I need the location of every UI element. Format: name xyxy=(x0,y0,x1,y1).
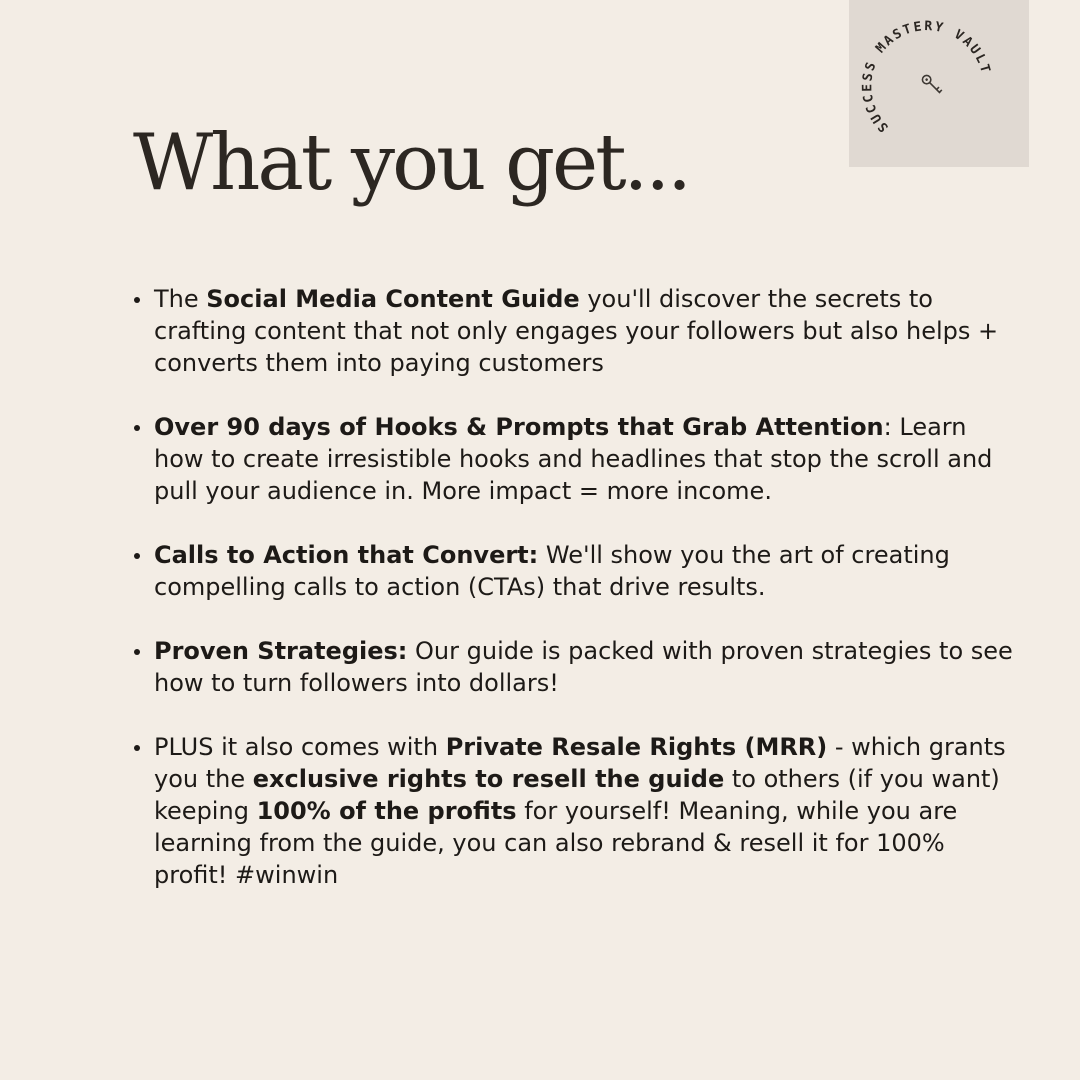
key-icon xyxy=(921,74,943,96)
list-item: Calls to Action that Convert: We'll show you the art of creating compelling calls to action (CTAs) that drive results. xyxy=(154,539,1014,603)
page-title: What you get... xyxy=(133,118,689,208)
list-item: The Social Media Content Guide you'll discover the secrets to crafting content that not only engages your followers but also helps + converts them into paying customers xyxy=(154,283,1014,379)
list-item: PLUS it also comes with Private Resale Rights (MRR) - which grants you the exclusive rights to resell the guide to others (if you want) keeping 100% of the profits for yourself! Meaning, while you are learning from the guide, you can also rebrand & resell it for 100% profit! #winwin xyxy=(154,731,1014,891)
logo-seal xyxy=(849,0,1029,167)
brand-logo xyxy=(849,0,1029,167)
list-item: Proven Strategies: Our guide is packed with proven strategies to see how to turn followers into dollars! xyxy=(154,637,1013,697)
benefits-list xyxy=(154,283,1014,923)
list-item: Over 90 days of Hooks & Prompts that Grab Attention: Learn how to create irresistible hooks and headlines that stop the scroll and pull your audience in. More impact = more income. xyxy=(154,411,1014,507)
logo-ring-text: SUCCESS MASTERY VAULT xyxy=(860,19,994,135)
